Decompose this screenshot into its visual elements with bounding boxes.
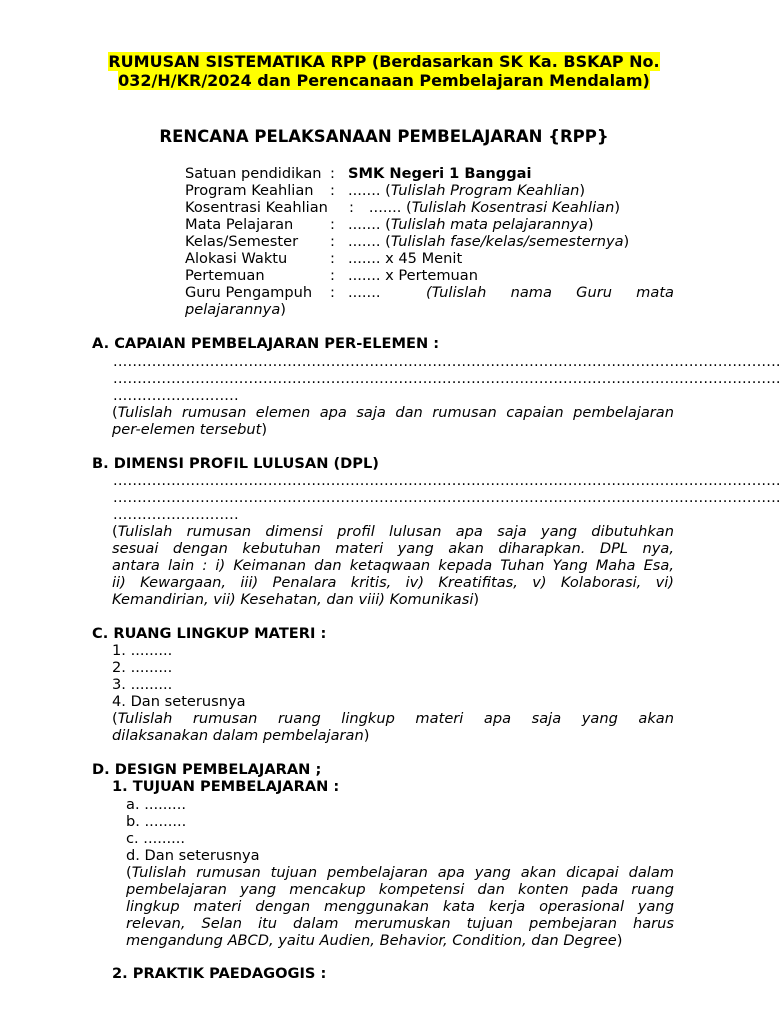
paren: ( <box>126 864 132 881</box>
info-value-pertemuan: ....... x Pertemuan <box>348 267 479 284</box>
list-item: d. Dan seterusnya <box>126 847 260 864</box>
paren: ) <box>616 932 623 949</box>
paren: ) <box>623 233 630 250</box>
hint-text: Tulislah Kosentrasi Keahlian <box>411 199 615 216</box>
info-value-mapel <box>348 216 594 233</box>
placeholder-dots: .......................... <box>113 387 239 404</box>
paren: ) <box>614 199 621 216</box>
hint-text: Tulislah rumusan elemen apa saja dan rumusan capaian pembelajaran <box>117 404 674 421</box>
list-item: 4. Dan seterusnya <box>112 693 246 710</box>
hint-text-guru: (Tulislah nama Guru mata <box>426 284 674 301</box>
section-d-sub-2: 2. PRAKTIK PAEDAGOGIS : <box>112 965 327 982</box>
info-value-kelas <box>348 233 629 250</box>
hint-text: Tulislah Program Keahlian <box>390 182 580 199</box>
info-label-program: Program Keahlian <box>185 182 314 199</box>
section-d-hint-4: relevan, Selan itu dalam merumuskan tujuan pembejaran harus <box>126 915 674 932</box>
info-colon: : <box>330 250 335 267</box>
info-value-konsentrasi <box>355 199 620 216</box>
placeholder-dots: .......................................................................................................................................... <box>113 472 781 489</box>
placeholder-dots: .......................................................................................................................................... <box>113 353 781 370</box>
list-item: 1. ......... <box>112 642 173 659</box>
rpp-title: RENCANA PELAKSANAAN PEMBELAJARAN {RPP} <box>159 127 609 146</box>
section-d-heading: D. DESIGN PEMBELAJARAN ; <box>92 761 322 778</box>
hint-text: mengandung ABCD, yaitu Audien, Behavior, Condition, dan Degree <box>126 932 617 949</box>
placeholder-dots: ....... ( <box>348 233 391 250</box>
list-item: b. ......... <box>126 813 187 830</box>
paren: ) <box>579 182 586 199</box>
info-colon: : <box>330 165 335 182</box>
info-colon: : <box>330 233 335 250</box>
info-label-mapel: Mata Pelajaran <box>185 216 294 233</box>
section-a-hint-2 <box>112 421 267 438</box>
paren: ) <box>587 216 594 233</box>
info-label-konsentrasi: Kosentrasi Keahlian <box>185 199 328 216</box>
placeholder-dots: ....... ( <box>355 199 412 216</box>
section-a-heading: A. CAPAIAN PEMBELAJARAN PER-ELEMEN : <box>92 335 440 352</box>
section-b-hint-4: ii) Kewargaan, iii) Penalara kritis, iv) Kreatifitas, v) Kolaborasi, vi) <box>112 574 674 591</box>
section-d-hint-3: lingkup materi dengan menggunakan kata kerja operasional yang <box>126 898 674 915</box>
section-c-hint-2 <box>112 727 369 744</box>
paren: ) <box>363 727 370 744</box>
section-d-hint-5 <box>126 932 622 949</box>
info-dots-guru: ....... <box>348 284 381 301</box>
section-c-heading: C. RUANG LINGKUP MATERI : <box>92 625 327 642</box>
info-colon: : <box>330 216 335 233</box>
hint-text: Tulislah mata pelajarannya <box>390 216 588 233</box>
info-value-program <box>348 182 585 199</box>
paren: ( <box>112 710 118 727</box>
paren: ) <box>280 301 286 318</box>
section-b-hint-2: sesuai dengan kebutuhan materi yang akan diharapkan. DPL nya, <box>112 540 674 557</box>
info-colon: : <box>349 199 354 216</box>
hint-text: Tulislah fase/kelas/semesternya <box>390 233 624 250</box>
placeholder-dots: .......................................................................................................................................... <box>113 370 781 387</box>
info-label-alokasi: Alokasi Waktu <box>185 250 288 267</box>
placeholder-dots: ....... ( <box>348 216 391 233</box>
hint-text: Tulislah rumusan ruang lingkup materi apa saja yang akan <box>117 710 674 727</box>
info-label-guru: Guru Pengampuh <box>185 284 313 301</box>
section-d-sub-1: 1. TUJUAN PEMBELAJARAN : <box>112 778 340 795</box>
placeholder-dots: .......................... <box>113 506 239 523</box>
info-colon: : <box>330 182 335 199</box>
info-label-pertemuan: Pertemuan <box>185 267 265 284</box>
list-item: a. ......... <box>126 796 186 813</box>
placeholder-dots: .......................................................................................................................................... <box>113 489 781 506</box>
list-item: c. ......... <box>126 830 186 847</box>
info-label-satuan: Satuan pendidikan <box>185 165 322 182</box>
hint-text: dilaksanakan dalam pembelajaran <box>112 727 364 744</box>
info-colon: : <box>330 267 335 284</box>
hint-text: Tulislah rumusan tujuan pembelajaran apa yang akan dicapai dalam <box>131 864 674 881</box>
list-item: 2. ......... <box>112 659 173 676</box>
list-item: 3. ......... <box>112 676 173 693</box>
info-colon: : <box>330 284 335 301</box>
hint-text: Kemandirian, vii) Kesehatan, dan viii) Komunikasi <box>112 591 474 608</box>
hint-text: pelajarannya <box>185 301 281 318</box>
section-b-hint-3: antara lain : i) Keimanan dan ketaqwaan kepada Tuhan Yang Maha Esa, <box>112 557 674 574</box>
main-title <box>92 53 676 90</box>
section-b-hint-1 <box>112 523 674 540</box>
section-b-heading: B. DIMENSI PROFIL LULUSAN (DPL) <box>92 455 379 472</box>
section-b-hint-5 <box>112 591 479 608</box>
paren: ( <box>112 404 118 421</box>
paren: ) <box>261 421 268 438</box>
main-title-text: RUMUSAN SISTEMATIKA RPP (Berdasarkan SK Ka. BSKAP No. 032/H/KR/2024 dan Perencanaan Pembelajaran Mendalam) <box>108 52 660 90</box>
section-c-hint-1 <box>112 710 674 727</box>
info-value-satuan: SMK Negeri 1 Banggai <box>348 165 532 182</box>
paren: ) <box>473 591 480 608</box>
hint-text: per-elemen tersebut <box>112 421 262 438</box>
paren: ( <box>112 523 118 540</box>
info-value-alokasi: ....... x 45 Menit <box>348 250 463 267</box>
section-d-hint-1 <box>126 864 674 881</box>
section-a-hint <box>112 404 674 421</box>
info-label-kelas: Kelas/Semester <box>185 233 299 250</box>
hint-text-guru-2 <box>185 301 286 318</box>
section-d-hint-2: pembelajaran yang mencakup kompetensi dan konten pada ruang <box>126 881 674 898</box>
hint-text: Tulislah rumusan dimensi profil lulusan apa saja yang dibutuhkan <box>117 523 674 540</box>
placeholder-dots: ....... ( <box>348 182 391 199</box>
